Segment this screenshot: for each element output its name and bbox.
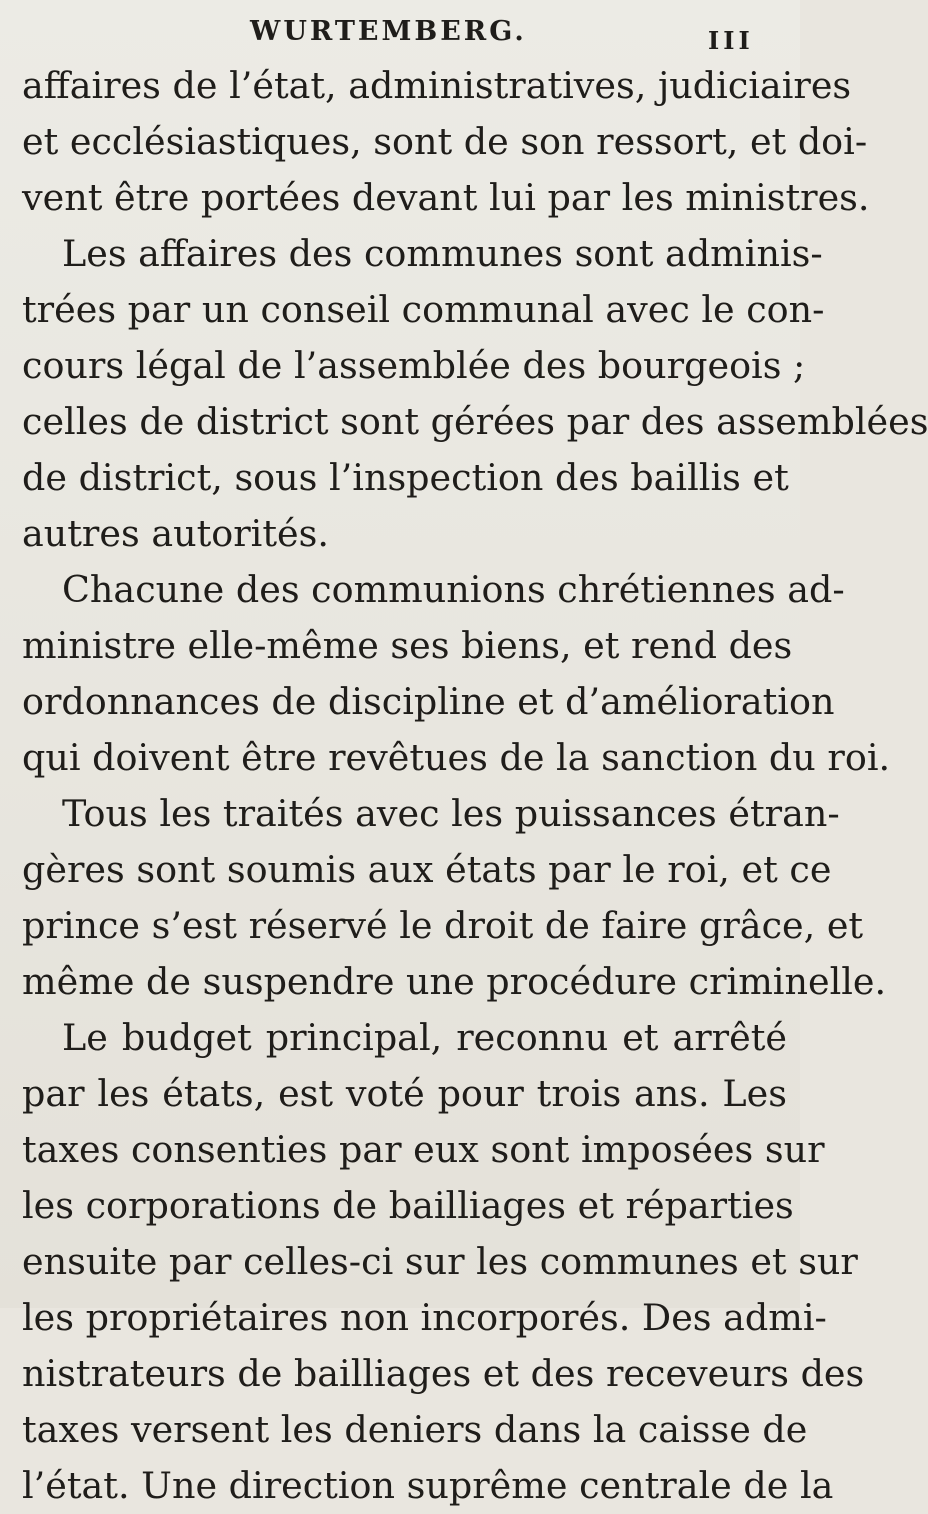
text-line: l’état. Une direction suprême centrale de la <box>22 1464 834 1507</box>
text-line: prince s’est réservé le droit de faire grâce, et <box>22 904 864 947</box>
text-line: qui doivent être revêtues de la sanction du roi. <box>22 736 891 779</box>
text-line: nistrateurs de bailliages et des receveurs des <box>22 1352 865 1395</box>
text-line: gères sont soumis aux états par le roi, et ce <box>22 848 832 891</box>
text-line: ordonnances de discipline et d’amélioration <box>22 680 835 723</box>
page-number: III <box>708 26 754 55</box>
text-line: autres autorités. <box>22 512 329 555</box>
text-line: Les affaires des communes sont adminis- <box>62 232 823 275</box>
text-line: cours légal de l’assemblée des bourgeois ; <box>22 344 806 387</box>
text-line: par les états, est voté pour trois ans. Les <box>22 1072 787 1115</box>
running-head: WURTEMBERG. <box>250 16 527 47</box>
text-line: les propriétaires non incorporés. Des admi- <box>22 1296 827 1339</box>
text-line: vent être portées devant lui par les ministres. <box>22 176 870 219</box>
text-line: Le budget principal, reconnu et arrêté <box>62 1016 787 1059</box>
text-line: ministre elle-même ses biens, et rend des <box>22 624 793 667</box>
text-line: les corporations de bailliages et réparties <box>22 1184 794 1227</box>
body-text <box>22 58 928 1514</box>
text-line: même de suspendre une procédure criminelle. <box>22 960 887 1003</box>
text-line: taxes versent les deniers dans la caisse de <box>22 1408 808 1451</box>
text-line: de district, sous l’inspection des baillis et <box>22 456 789 499</box>
text-line: ensuite par celles-ci sur les communes et sur <box>22 1240 858 1283</box>
text-line: taxes consenties par eux sont imposées sur <box>22 1128 825 1171</box>
text-line: affaires de l’état, administratives, judiciaires <box>22 64 852 107</box>
text-line: Chacune des communions chrétiennes ad- <box>62 568 845 611</box>
page-header <box>0 10 800 55</box>
text-line: et ecclésiastiques, sont de son ressort, et doi- <box>22 120 868 163</box>
text-line: trées par un conseil communal avec le con- <box>22 288 825 331</box>
text-line: Tous les traités avec les puissances étran- <box>62 792 840 835</box>
text-line: celles de district sont gérées par des assemblées <box>22 400 928 443</box>
